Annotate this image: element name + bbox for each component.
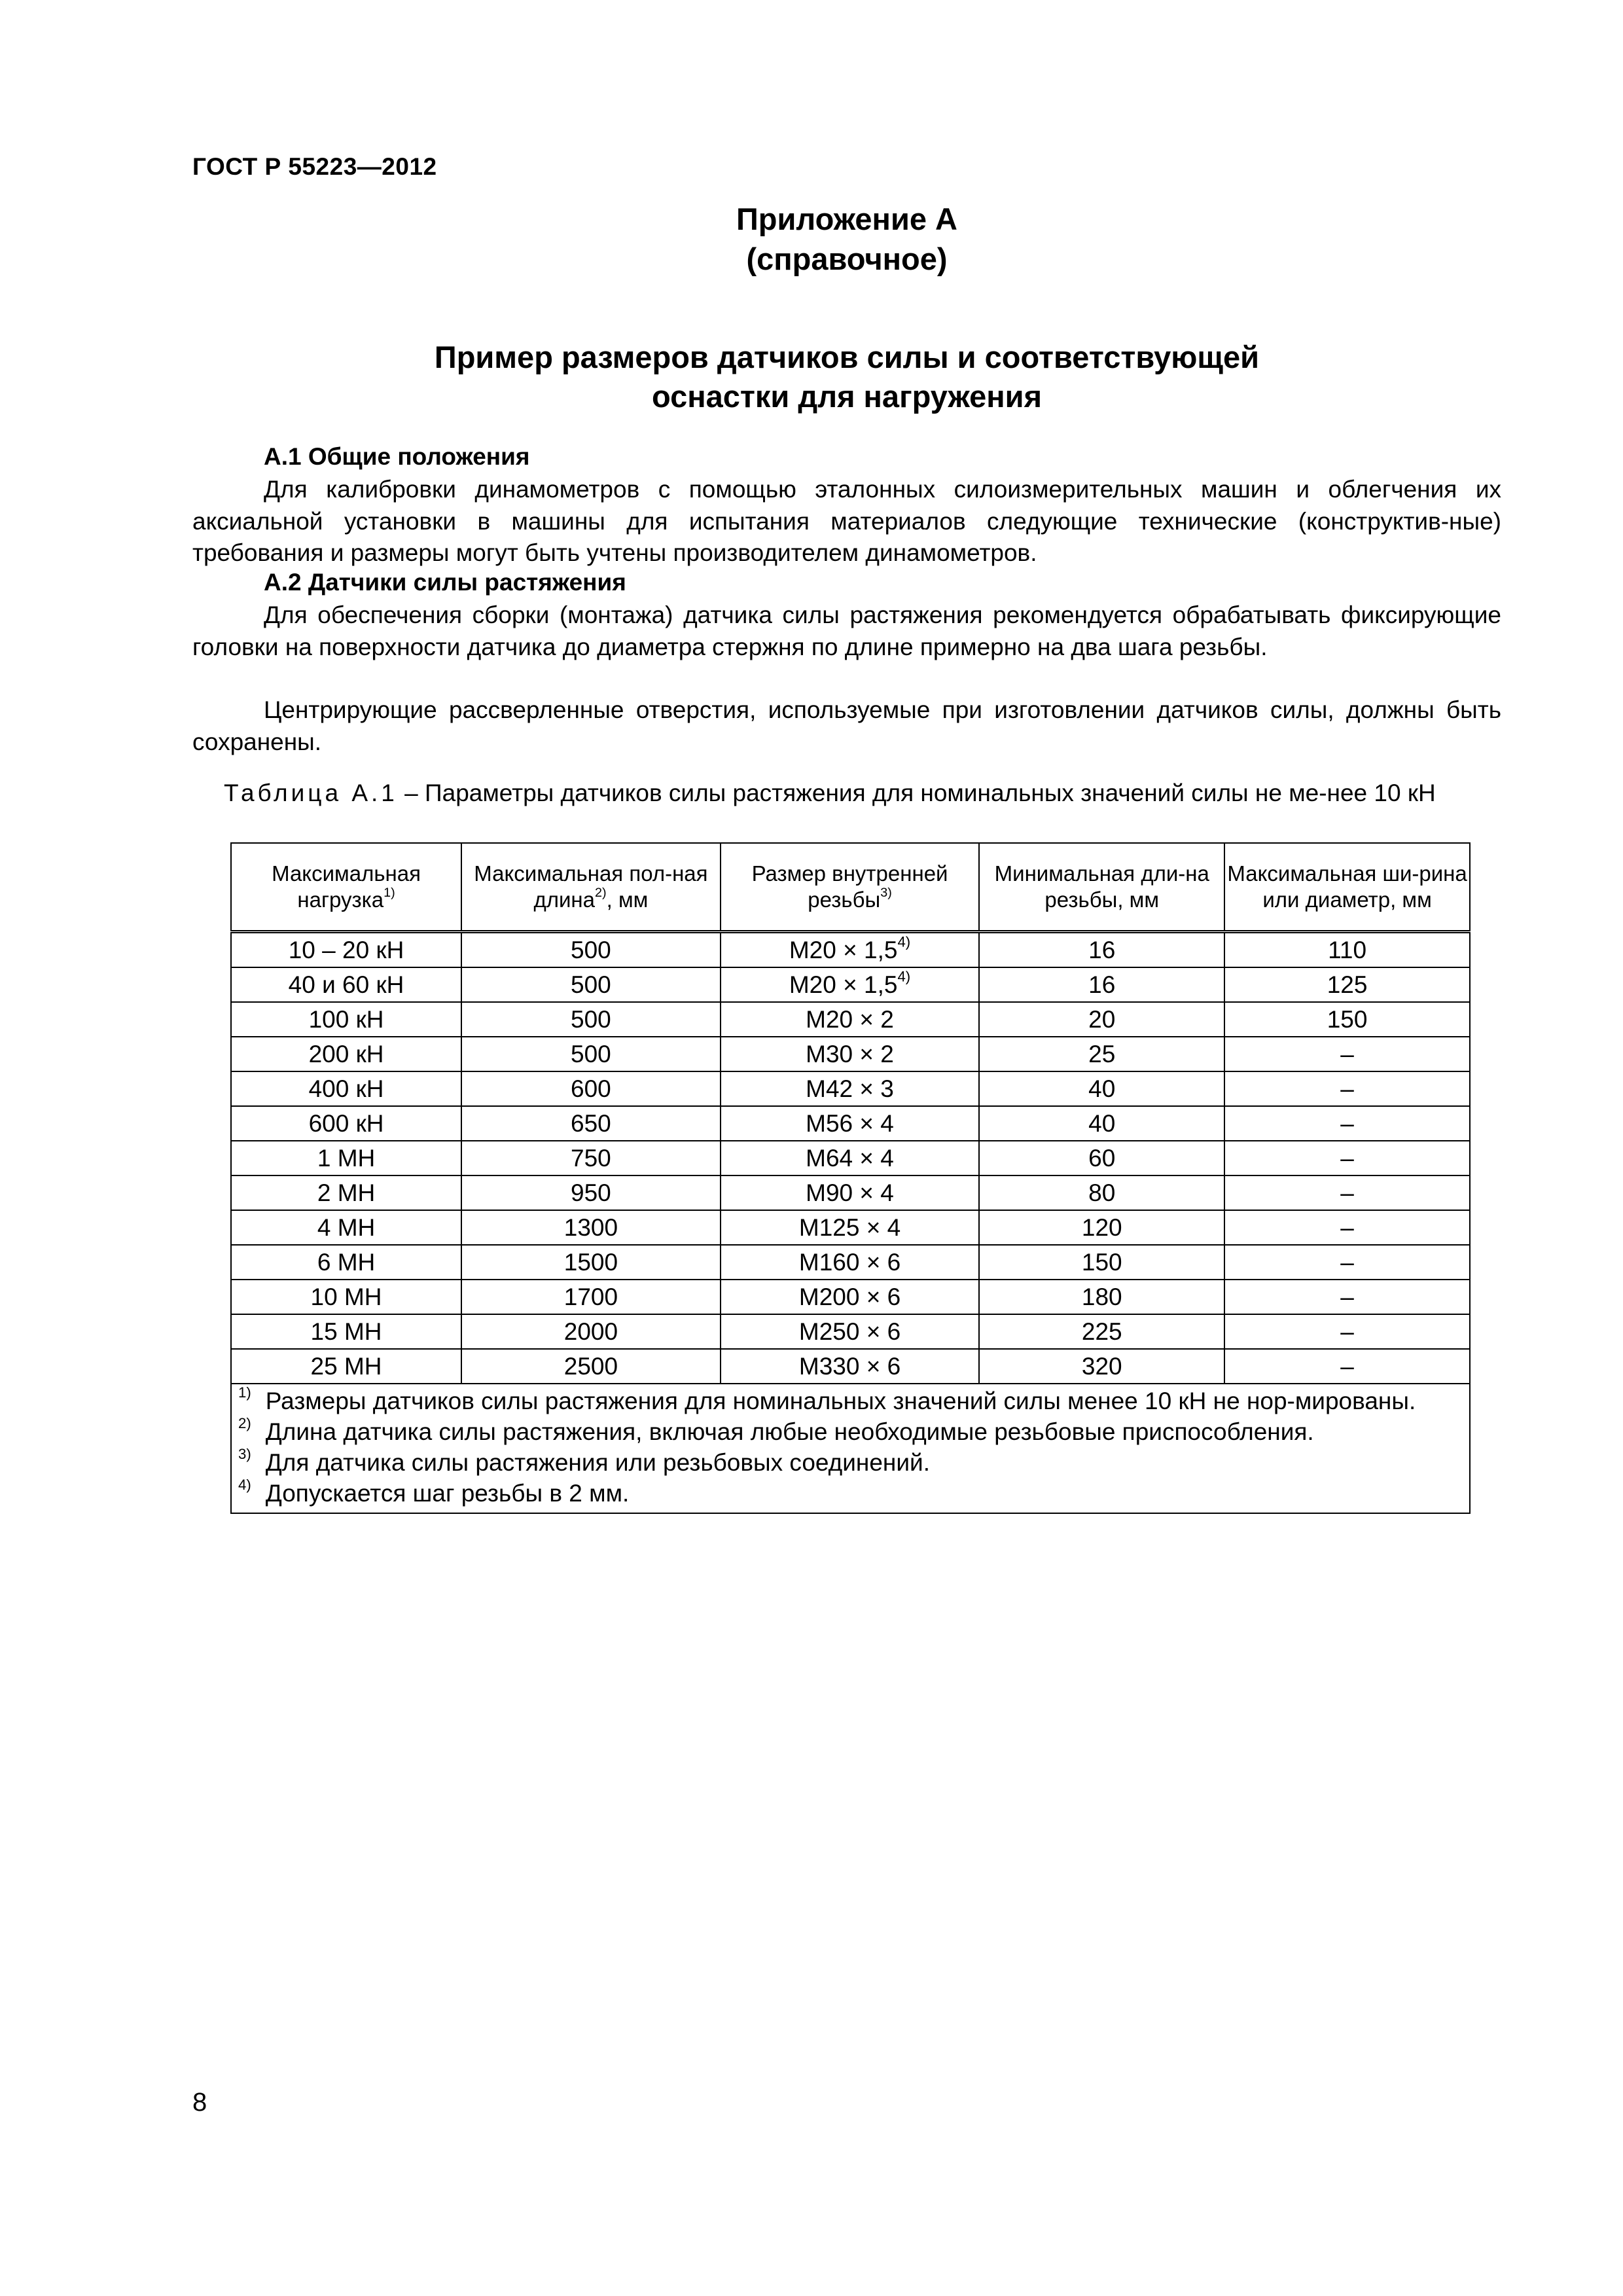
cell-load: 1 МН — [231, 1141, 461, 1175]
cell-min-thread-length: 20 — [979, 1002, 1224, 1037]
cell-load: 40 и 60 кН — [231, 967, 461, 1002]
table-row — [231, 1141, 1470, 1175]
header-min-thread-length: Минимальная дли-на резьбы, мм — [979, 843, 1224, 932]
cell-load: 6 МН — [231, 1245, 461, 1280]
cell-load: 600 кН — [231, 1106, 461, 1141]
cell-load: 100 кН — [231, 1002, 461, 1037]
cell-thread: М200 × 6 — [721, 1280, 980, 1314]
cell-length: 500 — [461, 1037, 721, 1071]
cell-min-thread-length: 25 — [979, 1037, 1224, 1071]
cell-max-width: – — [1224, 1037, 1470, 1071]
paragraph-a2-2: Центрирующие рассверленные отверстия, используемые при изготовлении датчиков силы, должны быть сохранены. — [192, 696, 1501, 755]
table-row — [231, 1175, 1470, 1210]
table-row — [231, 1314, 1470, 1349]
paragraph-a2-1: Для обеспечения сборки (монтажа) датчика силы растяжения рекомендуется обрабатывать фиксирующие головки на поверхности датчика до диаметра стержня по длине примерно на два шага резьбы. — [192, 601, 1501, 660]
table-notes-row — [231, 1384, 1470, 1513]
cell-thread: М64 × 4 — [721, 1141, 980, 1175]
cell-max-width: – — [1224, 1210, 1470, 1245]
cell-load: 400 кН — [231, 1071, 461, 1106]
cell-max-width: 125 — [1224, 967, 1470, 1002]
table-notes — [231, 1384, 1470, 1513]
heading-a1: А.1 Общие положения — [264, 443, 530, 470]
table-row — [231, 1245, 1470, 1280]
cell-length: 950 — [461, 1175, 721, 1210]
footnote-ref: 4) — [897, 933, 911, 950]
cell-length: 2500 — [461, 1349, 721, 1384]
cell-thread: М20 × 2 — [721, 1002, 980, 1037]
table-header-row — [231, 843, 1470, 932]
cell-thread: М56 × 4 — [721, 1106, 980, 1141]
cell-length: 500 — [461, 1002, 721, 1037]
cell-thread: М30 × 2 — [721, 1037, 980, 1071]
cell-max-width: – — [1224, 1106, 1470, 1141]
cell-max-width: – — [1224, 1280, 1470, 1314]
cell-max-width: – — [1224, 1141, 1470, 1175]
cell-min-thread-length: 80 — [979, 1175, 1224, 1210]
cell-thread: М330 × 6 — [721, 1349, 980, 1384]
table-footnote: $^{3)}$ Для датчика силы растяжения или резьбовых соединений. — [238, 1446, 930, 1476]
table-row — [231, 1106, 1470, 1141]
table-row — [231, 1280, 1470, 1314]
cell-load: 10 – 20 кН — [231, 932, 461, 968]
cell-thread: М160 × 6 — [721, 1245, 980, 1280]
cell-min-thread-length: 150 — [979, 1245, 1224, 1280]
cell-min-thread-length: 320 — [979, 1349, 1224, 1384]
heading-a2: А.2 Датчики силы растяжения — [264, 569, 626, 596]
header-max-load: Максимальная нагрузка$^{1)}$ — [231, 843, 461, 932]
cell-load: 15 МН — [231, 1314, 461, 1349]
table-caption-label: Таблица А.1 — [224, 780, 398, 806]
cell-length: 600 — [461, 1071, 721, 1106]
cell-length: 650 — [461, 1106, 721, 1141]
annex-title: Приложение А — [736, 202, 957, 236]
cell-max-width: – — [1224, 1175, 1470, 1210]
table-row — [231, 1349, 1470, 1384]
section-title-line-1: Пример размеров датчиков силы и соответствующей — [434, 340, 1260, 374]
table-row — [231, 967, 1470, 1002]
cell-min-thread-length: 180 — [979, 1280, 1224, 1314]
header-max-length: Максимальная пол-ная длина$^{2)}$, мм — [461, 843, 721, 932]
paragraph-a1: Для калибровки динамометров с помощью эталонных силоизмерительных машин и облегчения их аксиальной установки в машины для испытания материалов следующие технические (конструктив-ные) требования и размеры могут быть учтены производителем динамометров. — [192, 476, 1501, 566]
cell-min-thread-length: 16 — [979, 967, 1224, 1002]
cell-min-thread-length: 16 — [979, 932, 1224, 968]
table-footnote: $^{2)}$ Длина датчика силы растяжения, включая любые необходимые резьбовые приспособления. — [238, 1415, 1314, 1445]
document-code: ГОСТ Р 55223—2012 — [192, 153, 437, 180]
table-caption-text: – Параметры датчиков силы растяжения для номинальных значений силы не ме-нее 10 кН — [397, 780, 1436, 806]
cell-max-width: 110 — [1224, 932, 1470, 968]
cell-max-width: – — [1224, 1349, 1470, 1384]
cell-load: 25 МН — [231, 1349, 461, 1384]
cell-max-width: – — [1224, 1071, 1470, 1106]
cell-load: 10 МН — [231, 1280, 461, 1314]
cell-thread: $М20 \times 1,5^{4)}$ — [721, 967, 980, 1002]
cell-thread: М90 × 4 — [721, 1175, 980, 1210]
cell-max-width: 150 — [1224, 1002, 1470, 1037]
cell-min-thread-length: 60 — [979, 1141, 1224, 1175]
cell-max-width: – — [1224, 1314, 1470, 1349]
cell-thread: М42 × 3 — [721, 1071, 980, 1106]
cell-length: 500 — [461, 932, 721, 968]
table-row — [231, 1002, 1470, 1037]
cell-min-thread-length: 40 — [979, 1071, 1224, 1106]
cell-min-thread-length: 40 — [979, 1106, 1224, 1141]
cell-load: 200 кН — [231, 1037, 461, 1071]
cell-length: 500 — [461, 967, 721, 1002]
table-row — [231, 1210, 1470, 1245]
cell-length: 2000 — [461, 1314, 721, 1349]
table-footnote: $^{4)}$ Допускается шаг резьбы в 2 мм. — [238, 1477, 630, 1507]
cell-min-thread-length: 225 — [979, 1314, 1224, 1349]
table-row — [231, 932, 1470, 968]
cell-min-thread-length: 120 — [979, 1210, 1224, 1245]
page-number: 8 — [192, 2088, 207, 2117]
table-caption — [224, 778, 1503, 809]
header-max-width: Максимальная ши-рина или диаметр, мм — [1224, 843, 1470, 932]
cell-thread: М250 × 6 — [721, 1314, 980, 1349]
cell-length: 750 — [461, 1141, 721, 1175]
cell-length: 1500 — [461, 1245, 721, 1280]
cell-thread: М125 × 4 — [721, 1210, 980, 1245]
header-thread-size: Размер внутренней резьбы$^{3)}$ — [721, 843, 980, 932]
section-title-line-2: оснастки для нагружения — [651, 379, 1042, 414]
parameters-table — [230, 842, 1471, 1514]
table-row — [231, 1037, 1470, 1071]
cell-max-width: – — [1224, 1245, 1470, 1280]
cell-length: 1700 — [461, 1280, 721, 1314]
cell-thread: $М20 \times 1,5^{4)}$ — [721, 932, 980, 968]
footnote-ref: 4) — [897, 967, 911, 984]
annex-subtitle: (справочное) — [746, 242, 948, 276]
table-row — [231, 1071, 1470, 1106]
table-footnote: $^{1)}$ Размеры датчиков силы растяжения для номинальных значений силы менее 10 кН не нор-мированы. — [238, 1384, 1416, 1414]
cell-load: 4 МН — [231, 1210, 461, 1245]
cell-length: 1300 — [461, 1210, 721, 1245]
cell-load: 2 МН — [231, 1175, 461, 1210]
